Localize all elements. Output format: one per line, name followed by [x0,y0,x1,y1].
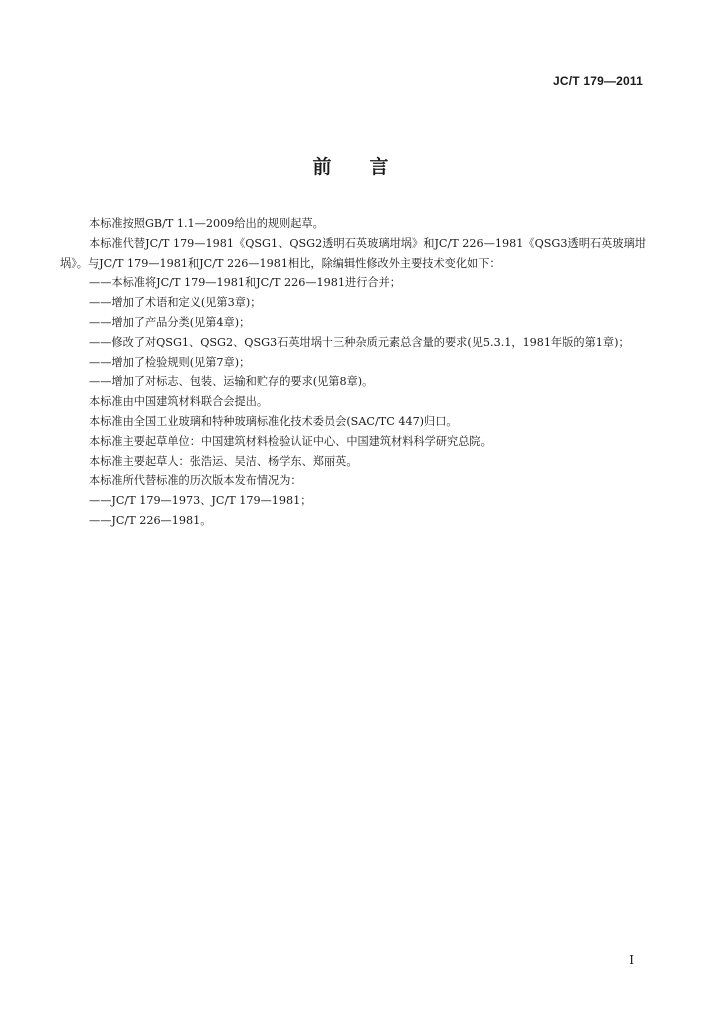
statement-committee: 本标准由全国工业玻璃和特种玻璃标准化技术委员会(SAC/TC 447)归口。 [89,414,458,428]
paragraph-drafting-rules: 本标准按照GB/T 1.1—2009给出的规则起草。 [89,217,324,230]
statement-drafters: 本标准主要起草人：张浩运、吴洁、杨学东、郑丽英。 [89,454,358,468]
change-item: ——增加了术语和定义(见第3章)； [89,296,262,310]
statement-drafting-units: 本标准主要起草单位：中国建筑材料检验认证中心、中国建筑材料科学研究总院。 [89,434,492,448]
paragraph-replacement: 本标准代替JC/T 179—1981《QSG1、QSG2透明石英玻璃坩埚》和JC/T 226—1981《QSG3透明石英玻璃坩埚》。与JC/T 179—1981和JC/T 226—1981相比，除编辑性修改外主要技术变化如下： [60,236,646,270]
change-item: ——增加了产品分类(见第4章)； [89,315,251,329]
foreword-body [60,214,646,531]
statement-history-intro: 本标准所代替标准的历次版本发布情况为： [89,474,302,488]
change-item: ——修改了对QSG1、QSG2、QSG3石英坩埚十三种杂质元素总含量的要求(见5.3.1，1981年版的第1章)； [89,335,630,349]
history-item: ——JC/T 179—1973、JC/T 179—1981； [89,494,312,508]
change-item: ——增加了检验规则(见第7章)； [89,355,251,369]
history-item: ——JC/T 226—1981。 [89,513,212,527]
standard-code-header: JC/T 179—2011 [553,74,643,88]
change-item: ——本标准将JC/T 179—1981和JC/T 226—1981进行合并； [89,276,401,290]
change-item: ——增加了对标志、包装、运输和贮存的要求(见第8章)。 [89,375,374,389]
page-number: I [629,953,634,967]
page-title: 前 言 [312,156,389,178]
statement-proposer: 本标准由中国建筑材料联合会提出。 [89,395,269,409]
